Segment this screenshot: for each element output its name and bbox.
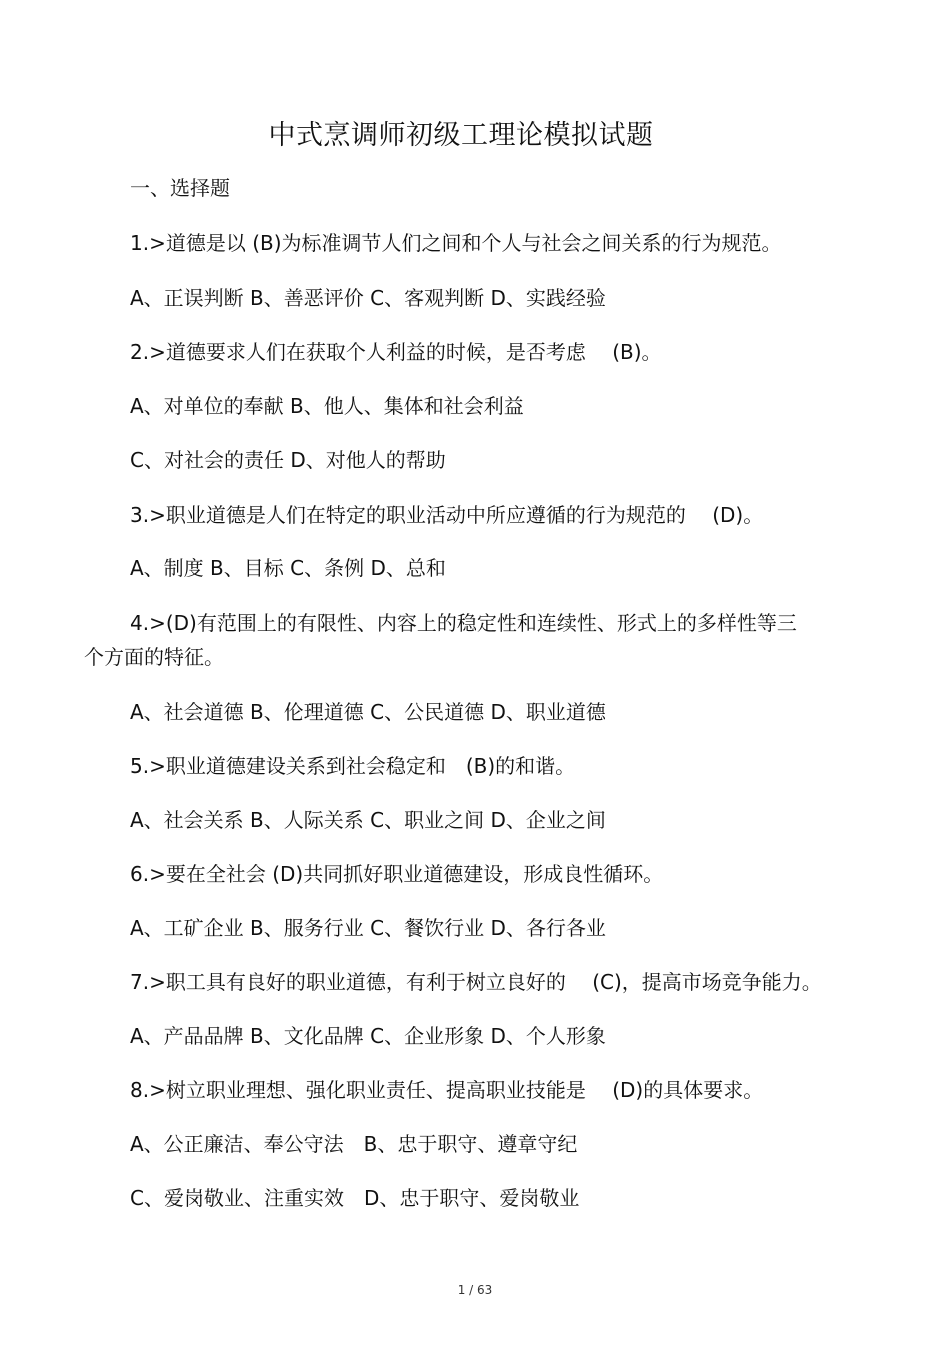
question-8-options-1: A、公正廉洁、奉公守法 B、忠于职守、遵章守纪 [130, 1132, 578, 1156]
question-2-options-2: C、对社会的责任 D、对他人的帮助 [130, 448, 446, 472]
question-5-stem: 5.>职业道德建设关系到社会稳定和 (B)的和谐。 [130, 754, 576, 778]
question-1-stem: 1.>道德是以 (B)为标准调节人们之间和个人与社会之间关系的行为规范。 [130, 231, 782, 255]
question-4-options: A、社会道德 B、伦理道德 C、公民道德 D、职业道德 [130, 700, 606, 724]
page-number: 1 / 63 [457, 1283, 493, 1297]
section-heading: 一、选择题 [130, 176, 230, 200]
page-title: 中式烹调师初级工理论模拟试题 [268, 120, 654, 151]
question-2-options-1: A、对单位的奉献 B、他人、集体和社会利益 [130, 394, 524, 418]
question-6-stem: 6.>要在全社会 (D)共同抓好职业道德建设，形成良性循环。 [130, 862, 664, 886]
question-3-stem: 3.>职业道德是人们在特定的职业活动中所应遵循的行为规范的 (D)。 [130, 503, 764, 527]
question-7-options: A、产品品牌 B、文化品牌 C、企业形象 D、个人形象 [130, 1024, 606, 1048]
question-1-options: A、正误判断 B、善恶评价 C、客观判断 D、实践经验 [130, 286, 606, 310]
question-6-options: A、工矿企业 B、服务行业 C、餐饮行业 D、各行各业 [130, 916, 606, 940]
question-2-stem: 2.>道德要求人们在获取个人利益的时候，是否考虑 (B)。 [130, 340, 662, 364]
question-4-stem: 4.>(D)有范围上的有限性、内容上的稳定性和连续性、形式上的多样性等三 [130, 611, 797, 635]
question-7-stem: 7.>职工具有良好的职业道德，有利于树立良好的 (C)，提高市场竞争能力。 [130, 970, 822, 994]
question-4-stem-continued: 个方面的特征。 [84, 645, 224, 669]
question-8-stem: 8.>树立职业理想、强化职业责任、提高职业技能是 (D)的具体要求。 [130, 1078, 764, 1102]
question-3-options: A、制度 B、目标 C、条例 D、总和 [130, 556, 446, 580]
question-5-options: A、社会关系 B、人际关系 C、职业之间 D、企业之间 [130, 808, 606, 832]
question-8-options-2: C、爱岗敬业、注重实效 D、忠于职守、爱岗敬业 [130, 1186, 580, 1210]
